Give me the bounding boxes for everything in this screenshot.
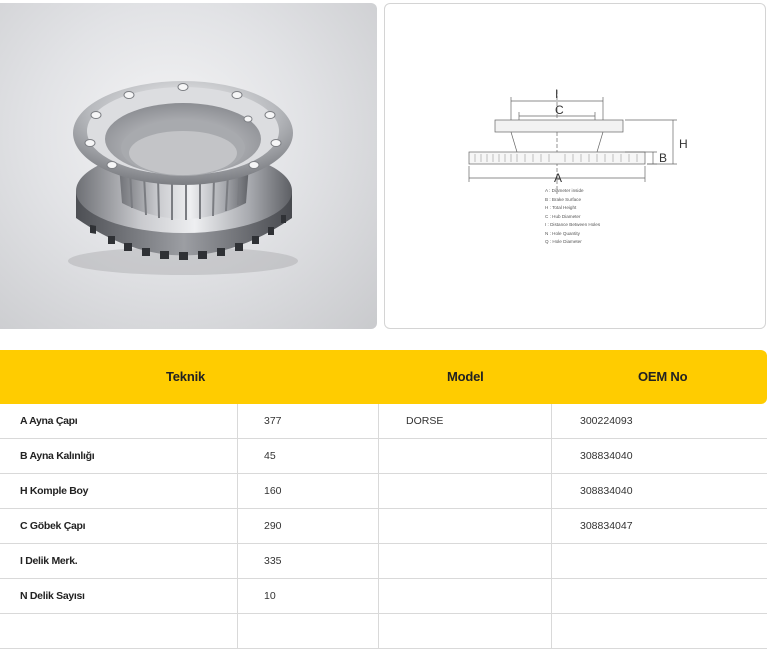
- spec-table: [0, 404, 767, 649]
- oem-cell: 300224093: [551, 404, 767, 438]
- table-row: [0, 544, 767, 579]
- legend-item: I : Distance Between Holes: [545, 222, 601, 227]
- legend-item: B : Brake Surface: [545, 197, 582, 202]
- model-cell: [378, 439, 551, 473]
- table-header: [0, 350, 767, 404]
- spec-value: 10: [237, 579, 378, 613]
- spec-name: I Delik Merk.: [20, 555, 78, 567]
- spec-name: A Ayna Çapı: [20, 415, 78, 427]
- oem-cell: [551, 579, 767, 613]
- spec-value: 335: [237, 544, 378, 578]
- oem-cell: [551, 614, 767, 648]
- table-row: [0, 474, 767, 509]
- legend-item: A : Diameter inside: [545, 188, 584, 193]
- model-cell: [378, 579, 551, 613]
- oem-cell: [551, 544, 767, 578]
- header-model: Model: [447, 369, 484, 384]
- legend-item: Q : Hole Diameter: [545, 239, 582, 244]
- table-row: [0, 614, 767, 649]
- legend-item: H : Total Height: [545, 205, 577, 210]
- model-cell: [378, 544, 551, 578]
- header-teknik: Teknik: [166, 369, 206, 384]
- spec-name: B Ayna Kalınlığı: [20, 450, 95, 462]
- dim-label-h: H: [679, 137, 688, 151]
- brake-disc-diagram: [385, 4, 765, 328]
- brake-disc-image: [0, 3, 377, 329]
- model-cell: [378, 509, 551, 543]
- oem-cell: 308834047: [551, 509, 767, 543]
- dim-label-b: B: [659, 151, 668, 165]
- dim-label-i: I: [555, 87, 559, 101]
- technical-diagram-panel: [384, 3, 766, 329]
- table-row: [0, 509, 767, 544]
- legend-item: C : Hub Diameter: [545, 214, 581, 219]
- spec-value: 377: [237, 404, 378, 438]
- oem-cell: 308834040: [551, 439, 767, 473]
- oem-cell: 308834040: [551, 474, 767, 508]
- dim-label-a: A: [554, 171, 563, 185]
- spec-value: [237, 614, 378, 648]
- table-row: [0, 439, 767, 474]
- spec-value: 160: [237, 474, 378, 508]
- dim-label-c: C: [555, 103, 564, 117]
- legend-item: N : Hole Quantity: [545, 231, 580, 236]
- spec-name: [0, 614, 237, 648]
- spec-value: 45: [237, 439, 378, 473]
- model-cell: DORSE: [378, 404, 551, 438]
- diagram-legend: [545, 188, 601, 244]
- table-row: [0, 579, 767, 614]
- spec-name: N Delik Sayısı: [20, 590, 85, 602]
- spec-name: H Komple Boy: [20, 485, 89, 497]
- table-row: [0, 404, 767, 439]
- product-photo-panel: [0, 3, 377, 329]
- model-cell: [378, 474, 551, 508]
- spec-value: 290: [237, 509, 378, 543]
- model-cell: [378, 614, 551, 648]
- header-oem-no: OEM No: [638, 369, 688, 384]
- spec-name: C Göbek Çapı: [20, 520, 86, 532]
